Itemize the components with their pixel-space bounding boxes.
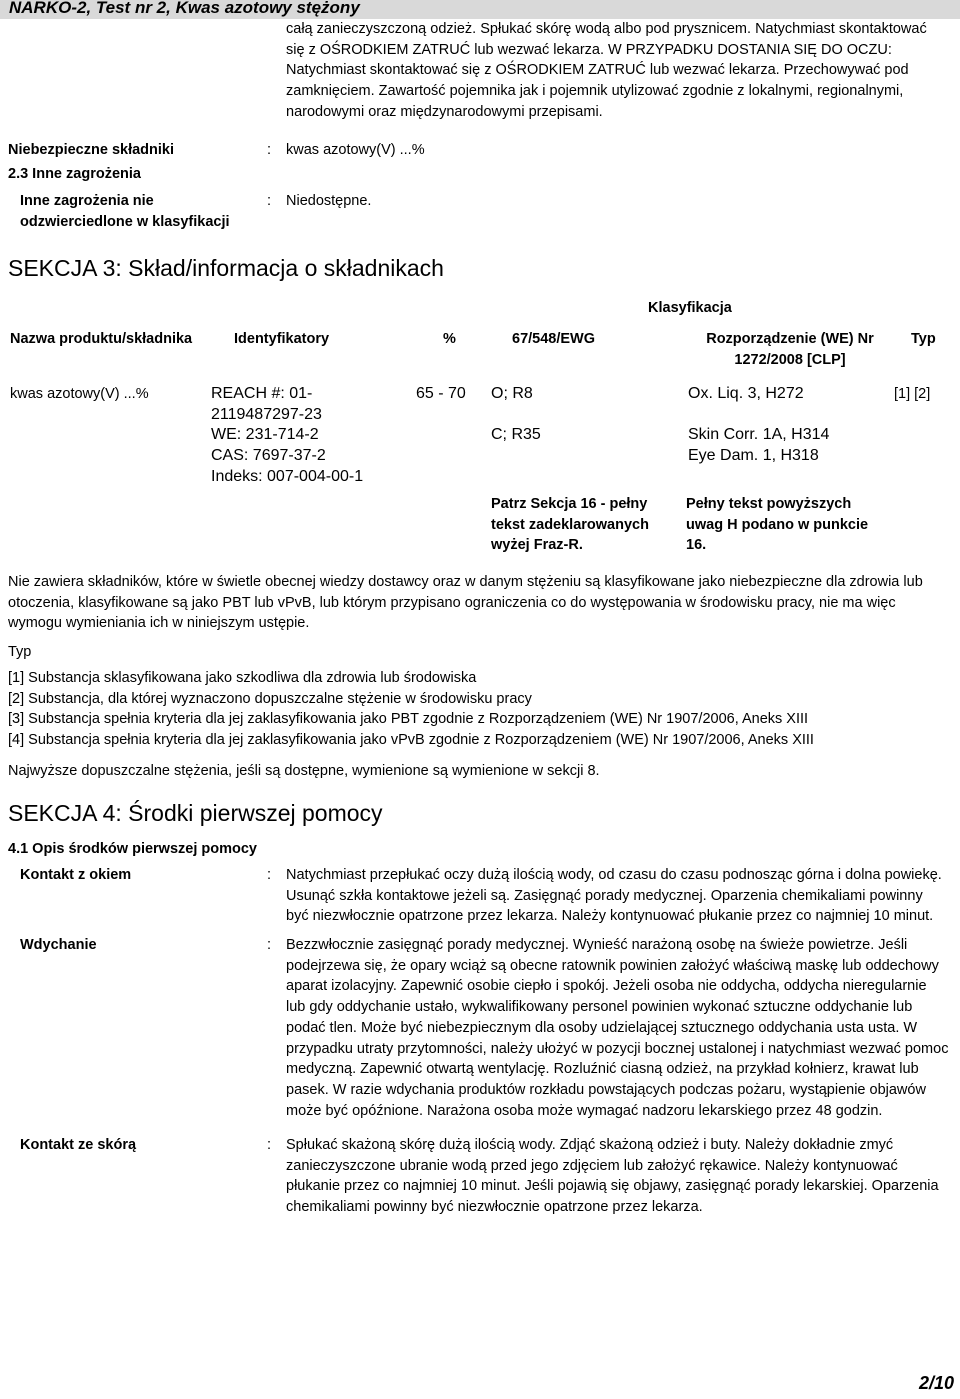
section-3-title: SEKCJA 3: Skład/informacja o składnikach (8, 255, 444, 281)
other-hazards-value: Niedostępne. (286, 193, 372, 209)
type-heading: Typ (8, 644, 32, 660)
skin-contact-label: Kontakt ze skórą (20, 1137, 137, 1153)
text-line: medyczną. Zapewnić otwartą wentylację. Rozluźnić ciasną odzież, na przykład kołnierz, krawat lub (286, 1061, 919, 1078)
row-clp-note (686, 494, 868, 556)
note-line: Patrz Sekcja 16 - pełny (491, 496, 648, 512)
note-line: Pełny tekst powyższych (686, 496, 852, 512)
row-ewg-2: C; R35 (491, 426, 541, 443)
text-line: Natychmiast skontaktować się z OŚRODKIEM ZATRUĆ lub wezwać lekarza. Przechowywać pod (286, 62, 909, 79)
colon: : (267, 142, 272, 158)
text-line: Bezzwłocznie zasięgnąć porady medycznej. Wynieść narażoną osobę na świeże powietrze. Jeśli (286, 937, 908, 953)
col-header-type: Typ (911, 331, 936, 347)
text-line: może być opóźnione. Narażona osoba może wymagać nadzoru lekarskiego przez 48 godzin. (286, 1102, 883, 1119)
list-item: [3] Substancja spełnia kryteria dla jej zaklasyfikowania jako PBT zgodnie z Rozporządzeniem (WE) Nr 1907/2006, Aneks XIII (8, 711, 809, 728)
row-clp-3: Eye Dam. 1, H318 (688, 447, 819, 464)
text-line: chemikaliami powinny być niezwłocznie opatrzone przez lekarza. (286, 1199, 703, 1216)
row-ewg-note (491, 494, 649, 556)
text-line: lub gdy oddychanie ustało, wykwalifikowany personel powinien wykonać sztuczne oddychanie lub (286, 999, 913, 1016)
text-line: Natychmiast przepłukać oczy dużą ilością wody, od czasu do czasu podnosząc górna i dolna powiekę. (286, 867, 942, 883)
text-line: pasek. W razie wdychania produktów rozkładu powstających podczas pożaru, wystąpienie objawów (286, 1081, 926, 1098)
list-item: [4] Substancja spełnia kryteria dla jej zaklasyfikowania jako vPvB zgodnie z Rozporządzeniem (WE) Nr 1907/2006, Aneks XIII (8, 732, 814, 749)
identifier-line: 2119487297-23 (211, 405, 322, 423)
col-header-name: Nazwa produktu/składnika (10, 331, 193, 347)
text-line: być niezwłocznie opatrzone przez lekarza. Należy kontynuować płukanie przez co najmniej 10 minut. (286, 908, 934, 925)
note-line: tekst zadeklarowanych (491, 516, 649, 533)
identifier-line: WE: 231-714-2 (211, 426, 319, 444)
row-percent: 65 - 70 (416, 385, 466, 402)
text-line: Usunąć szkła kontaktowe jeżeli są. Zasięgnąć porady medycznej. Oparzenia chemikaliami powinny (286, 887, 923, 904)
row-identifiers (211, 384, 363, 488)
hazardous-components-label: Niebezpieczne składniki (8, 142, 175, 158)
text-line: podać tlen. Może być niebezpiecznym dla osoby udzielającej sztucznego oddychania usta usta. W (286, 1019, 918, 1036)
text-line: narodowymi oraz międzynarodowymi przepisami. (286, 103, 603, 120)
row-component-name: kwas azotowy(V) ...% (10, 386, 149, 402)
inhalation-label: Wdychanie (20, 937, 97, 953)
section-4-title: SEKCJA 4: Środki pierwszej pomocy (8, 800, 383, 826)
identifier-line: CAS: 7697-37-2 (211, 447, 326, 465)
col-header-ewg: 67/548/EWG (512, 331, 596, 347)
list-item: [1] Substancja sklasyfikowana jako szkodliwa dla zdrowia lub środowiska (8, 670, 477, 686)
text-line: płukanie przez co najmniej 10 minut. Jeśli pojawią się objawy, zasięgnąć porady lekarskiej. Oparzenia (286, 1178, 939, 1195)
colon: : (267, 1137, 272, 1153)
col-header-identifiers: Identyfikatory (234, 331, 330, 347)
text-line: całą zanieczyszczoną odzież. Spłukać skórę wodą albo pod prysznicem. Natychmiast skontaktować (286, 21, 927, 37)
header-line: 1272/2008 [CLP] (734, 351, 846, 368)
text-line: otoczenia, klasyfikowane są jako PBT lub vPvB, lub którym przypisano ograniczenia co do występowania w środowisku pracy, nie ma więc (8, 594, 896, 611)
identifier-line: Indeks: 007-004-00-1 (211, 467, 364, 485)
composition-note (8, 572, 956, 634)
text-line: wymogu wymieniania ich w niniejszym ustępie. (8, 615, 310, 632)
row-clp-2: Skin Corr. 1A, H314 (688, 426, 830, 443)
document-header (0, 0, 960, 19)
colon: : (267, 937, 272, 953)
col-header-percent: % (443, 331, 456, 347)
sec2-continued-text (286, 19, 958, 123)
text-line: przypadku utraty przytomności, należy ułożyć w pozycji bocznej ustalonej i natychmiast wezwać pomoc (286, 1040, 949, 1057)
eye-contact-text (286, 865, 958, 927)
subsection-4-1-title: 4.1 Opis środków pierwszej pomocy (8, 841, 257, 857)
col-header-clp (700, 329, 880, 370)
header-line: Rozporządzenie (WE) Nr (706, 331, 874, 347)
text-line: Spłukać skażoną skórę dużą ilością wody. Zdjąć skażoną odzież i buty. Należy dokładnie zmyć (286, 1137, 894, 1153)
identifier-line: REACH #: 01- (211, 385, 313, 402)
list-item: [2] Substancja, dla której wyznaczono dopuszczalne stężenie w środowisku pracy (8, 690, 532, 707)
other-hazards-heading: 2.3 Inne zagrożenia (8, 166, 141, 182)
label-line: Inne zagrożenia nie (20, 193, 154, 209)
text-line: zanieczyszczone ubranie wodą przed jego zdjęciem lub założyć rękawice. Należy kontynuować (286, 1157, 898, 1174)
text-line: zamknięciem. Zawartość pojemnika jak i pojemnik utylizować zgodnie z lokalnymi, regionalnymi, (286, 83, 904, 100)
note-line: 16. (686, 537, 707, 554)
label-line: odzwierciedlone w klasyfikacji (20, 213, 230, 230)
text-line: podejrzewa się, że opary wciąż są obecne ratownik powinien założyć właściwą maskę lub oddechowy (286, 957, 939, 974)
skin-contact-text (286, 1135, 958, 1218)
hazardous-components-value: kwas azotowy(V) ...% (286, 142, 425, 158)
exposure-limits-note: Najwyższe dopuszczalne stężenia, jeśli są dostępne, wymienione są wymienione w sekcji 8. (8, 763, 600, 779)
row-clp-1: Ox. Liq. 3, H272 (688, 385, 804, 402)
other-hazards-label (20, 191, 230, 232)
row-ewg-1: O; R8 (491, 385, 533, 402)
note-line: wyżej Fraz-R. (491, 537, 583, 554)
eye-contact-label: Kontakt z okiem (20, 867, 132, 883)
colon: : (267, 867, 272, 883)
text-line: aparat izolacyjny. Zapewnić osobie ciepło i spokój. Jeżeli osoba nie oddycha, oddycha nieregularnie (286, 978, 927, 995)
document-title: NARKO-2, Test nr 2, Kwas azotowy stężony (9, 0, 360, 17)
note-line: uwag H podano w punkcie (686, 516, 869, 533)
text-line: Nie zawiera składników, które w świetle obecnej wiedzy dostawcy oraz w danym stężeniu są klasyfikowane jako niebezpieczne dla zdrowia lub (8, 574, 923, 590)
type-legend (8, 668, 814, 751)
inhalation-text (286, 935, 958, 1121)
text-line: się z OŚRODKIEM ZATRUĆ lub wezwać lekarza. W PRZYPADKU DOSTANIA SIĘ DO OCZU: (286, 41, 892, 58)
row-type: [1] [2] (894, 386, 931, 402)
page-number: 2/10 (918, 1373, 954, 1393)
colon: : (267, 193, 272, 209)
classification-header: Klasyfikacja (648, 300, 732, 316)
